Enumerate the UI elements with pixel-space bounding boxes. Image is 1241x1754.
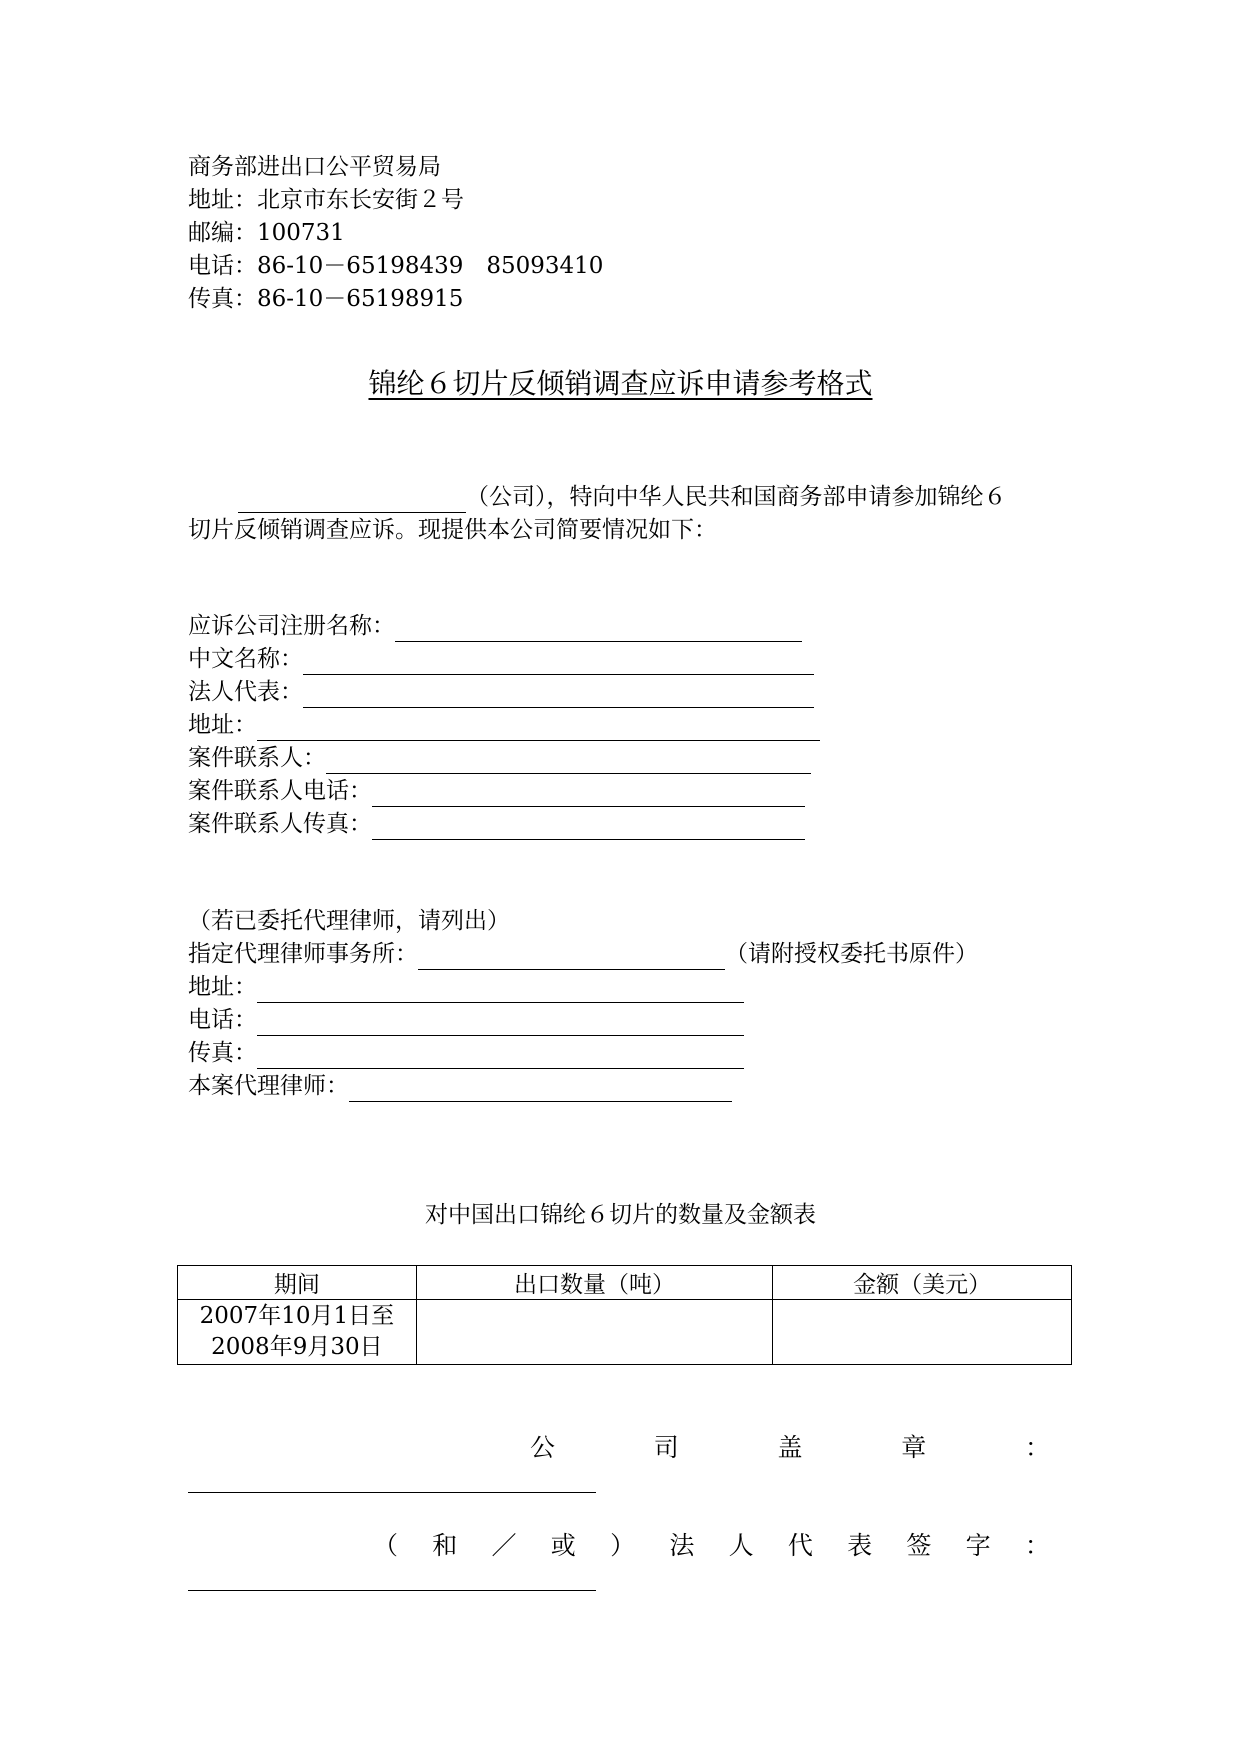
field-contact-fax bbox=[188, 808, 805, 840]
stamp-char: ： bbox=[1024, 1433, 1050, 1462]
field-label: 案件联系人传真： bbox=[188, 811, 372, 837]
field-case-lawyer bbox=[188, 1070, 732, 1102]
field-law-firm bbox=[188, 938, 978, 970]
sign-char: 字 bbox=[965, 1531, 991, 1560]
field-contact bbox=[188, 742, 811, 774]
intro-line-2: 切片反倾销调查应诉。现提供本公司简要情况如下： bbox=[188, 517, 717, 543]
field-blank[interactable] bbox=[303, 681, 814, 708]
intro-line-1 bbox=[238, 481, 1007, 513]
field-registered-name bbox=[188, 610, 802, 642]
cell-amount[interactable] bbox=[773, 1300, 1072, 1365]
sign-char: 人 bbox=[728, 1531, 754, 1560]
legal-rep-sign-blank[interactable] bbox=[188, 1590, 596, 1591]
cell-quantity[interactable] bbox=[416, 1300, 773, 1365]
field-label: 电话： bbox=[188, 1007, 257, 1033]
sign-char: 签 bbox=[906, 1531, 932, 1560]
field-blank[interactable] bbox=[418, 943, 725, 970]
field-chinese-name bbox=[188, 643, 814, 675]
header-quantity: 出口数量（吨） bbox=[416, 1266, 773, 1300]
field-blank[interactable] bbox=[326, 747, 811, 774]
field-blank[interactable] bbox=[257, 1042, 744, 1069]
table-title: 对中国出口锦纶６切片的数量及金额表 bbox=[425, 1202, 816, 1228]
org-address: 地址：北京市东长安街２号 bbox=[188, 187, 464, 213]
field-label: 本案代理律师： bbox=[188, 1073, 349, 1099]
field-label: 应诉公司注册名称： bbox=[188, 613, 395, 639]
stamp-char: 章 bbox=[901, 1433, 927, 1462]
sign-char: （ bbox=[373, 1531, 399, 1560]
law-firm-suffix: （请附授权委托书原件） bbox=[725, 941, 978, 967]
field-lawyer-address bbox=[188, 971, 744, 1003]
stamp-char: 公 bbox=[530, 1433, 556, 1462]
field-label: 传真： bbox=[188, 1040, 257, 1066]
sign-char: ： bbox=[1024, 1531, 1050, 1560]
intro-line-1-text: （公司），特向中华人民共和国商务部申请参加锦纶６ bbox=[466, 484, 1007, 510]
quantity-amount-table bbox=[177, 1265, 1072, 1365]
header-amount: 金额（美元） bbox=[773, 1266, 1072, 1300]
table-header-row bbox=[178, 1266, 1072, 1300]
header-period: 期间 bbox=[178, 1266, 417, 1300]
field-lawyer-fax bbox=[188, 1037, 744, 1069]
cell-period bbox=[178, 1300, 417, 1365]
period-line-1: 2007年10月1日至 bbox=[199, 1303, 395, 1329]
org-name: 商务部进出口公平贸易局 bbox=[188, 154, 441, 180]
period-line-2: 2008年9月30日 bbox=[211, 1334, 383, 1360]
org-phone: 电话：86-10－65198439 85093410 bbox=[188, 253, 604, 279]
field-blank[interactable] bbox=[349, 1075, 732, 1102]
field-label: 法人代表： bbox=[188, 679, 303, 705]
document-title-text: 锦纶６切片反倾销调查应诉申请参考格式 bbox=[368, 367, 873, 400]
field-address bbox=[188, 709, 820, 741]
sign-char: 表 bbox=[847, 1531, 873, 1560]
org-postcode: 邮编：100731 bbox=[188, 220, 345, 246]
field-contact-phone bbox=[188, 775, 805, 807]
stamp-char: 司 bbox=[653, 1433, 679, 1462]
field-label: 地址： bbox=[188, 974, 257, 1000]
sign-char: 法 bbox=[669, 1531, 695, 1560]
document-title bbox=[0, 364, 1241, 404]
company-stamp-blank[interactable] bbox=[188, 1492, 596, 1493]
field-blank[interactable] bbox=[257, 1009, 744, 1036]
lawyer-note: （若已委托代理律师，请列出） bbox=[188, 908, 510, 934]
field-label: 指定代理律师事务所： bbox=[188, 941, 418, 967]
field-legal-rep bbox=[188, 676, 814, 708]
sign-char: 代 bbox=[787, 1531, 813, 1560]
field-lawyer-phone bbox=[188, 1004, 744, 1036]
field-blank[interactable] bbox=[257, 976, 744, 1003]
field-label: 案件联系人电话： bbox=[188, 778, 372, 804]
org-fax: 传真：86-10－65198915 bbox=[188, 286, 464, 312]
legal-rep-sign-label bbox=[373, 1530, 1050, 1562]
sign-char: ） bbox=[610, 1531, 636, 1560]
sign-char: 和 bbox=[432, 1531, 458, 1560]
table-row bbox=[178, 1300, 1072, 1365]
field-label: 地址： bbox=[188, 712, 257, 738]
sign-char: 或 bbox=[550, 1531, 576, 1560]
field-blank[interactable] bbox=[257, 714, 820, 741]
field-label: 中文名称： bbox=[188, 646, 303, 672]
field-label: 案件联系人： bbox=[188, 745, 326, 771]
company-stamp-label bbox=[530, 1432, 1050, 1464]
field-blank[interactable] bbox=[372, 813, 805, 840]
field-blank[interactable] bbox=[303, 648, 814, 675]
stamp-char: 盖 bbox=[777, 1433, 803, 1462]
company-name-blank[interactable] bbox=[238, 486, 466, 513]
sign-char: ／ bbox=[491, 1531, 517, 1560]
field-blank[interactable] bbox=[395, 615, 802, 642]
field-blank[interactable] bbox=[372, 780, 805, 807]
